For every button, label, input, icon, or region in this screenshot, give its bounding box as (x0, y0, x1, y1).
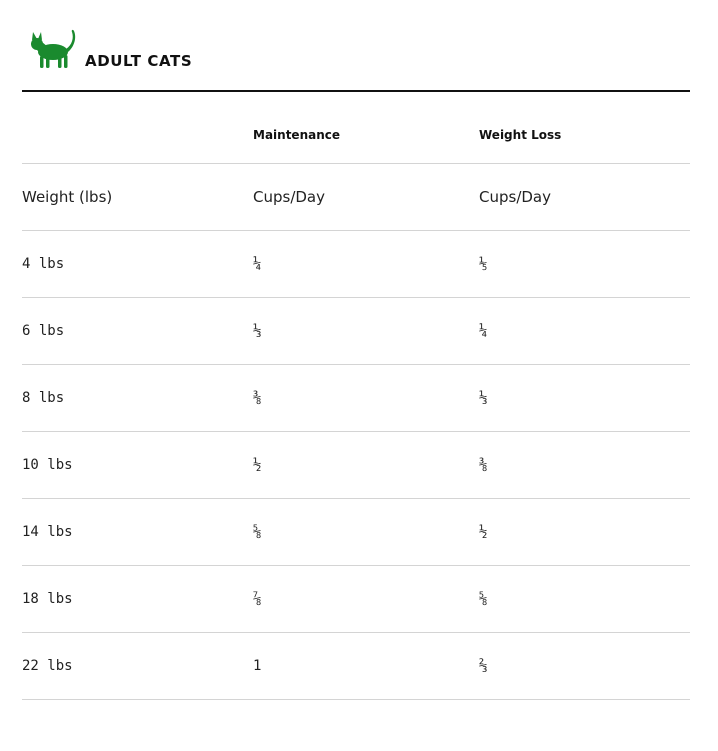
weight-loss-cell: ½ (479, 499, 690, 566)
weight-loss-cell: ⅝ (479, 566, 690, 633)
table-header-row (22, 107, 690, 164)
table-row (22, 633, 690, 700)
column-header-maintenance: Maintenance (253, 107, 479, 164)
weight-cell: 4 lbs (22, 231, 253, 298)
weight-loss-cell: ⅜ (479, 432, 690, 499)
weight-loss-cell: ¼ (479, 298, 690, 365)
column-header-blank (22, 107, 253, 164)
page-title: ADULT CATS (85, 52, 193, 70)
feeding-table (22, 107, 690, 700)
weight-cell: 22 lbs (22, 633, 253, 700)
units-weight-loss: Cups/Day (479, 164, 690, 231)
units-weight: Weight (lbs) (22, 164, 253, 231)
units-row (22, 164, 690, 231)
maintenance-cell: 1 (253, 633, 479, 700)
maintenance-cell: ⅞ (253, 566, 479, 633)
maintenance-cell: ⅓ (253, 298, 479, 365)
table-row (22, 231, 690, 298)
weight-cell: 6 lbs (22, 298, 253, 365)
weight-loss-cell: ⅓ (479, 365, 690, 432)
table-row (22, 298, 690, 365)
table-row (22, 566, 690, 633)
column-header-weight-loss: Weight Loss (479, 107, 690, 164)
table-row (22, 499, 690, 566)
units-maintenance: Cups/Day (253, 164, 479, 231)
weight-loss-cell: ⅕ (479, 231, 690, 298)
table-row (22, 432, 690, 499)
weight-loss-cell: ⅔ (479, 633, 690, 700)
maintenance-cell: ½ (253, 432, 479, 499)
weight-cell: 18 lbs (22, 566, 253, 633)
section-header (22, 28, 690, 92)
maintenance-cell: ⅝ (253, 499, 479, 566)
weight-cell: 10 lbs (22, 432, 253, 499)
weight-cell: 8 lbs (22, 365, 253, 432)
table-row (22, 365, 690, 432)
cat-icon (26, 28, 78, 70)
maintenance-cell: ¼ (253, 231, 479, 298)
maintenance-cell: ⅜ (253, 365, 479, 432)
weight-cell: 14 lbs (22, 499, 253, 566)
